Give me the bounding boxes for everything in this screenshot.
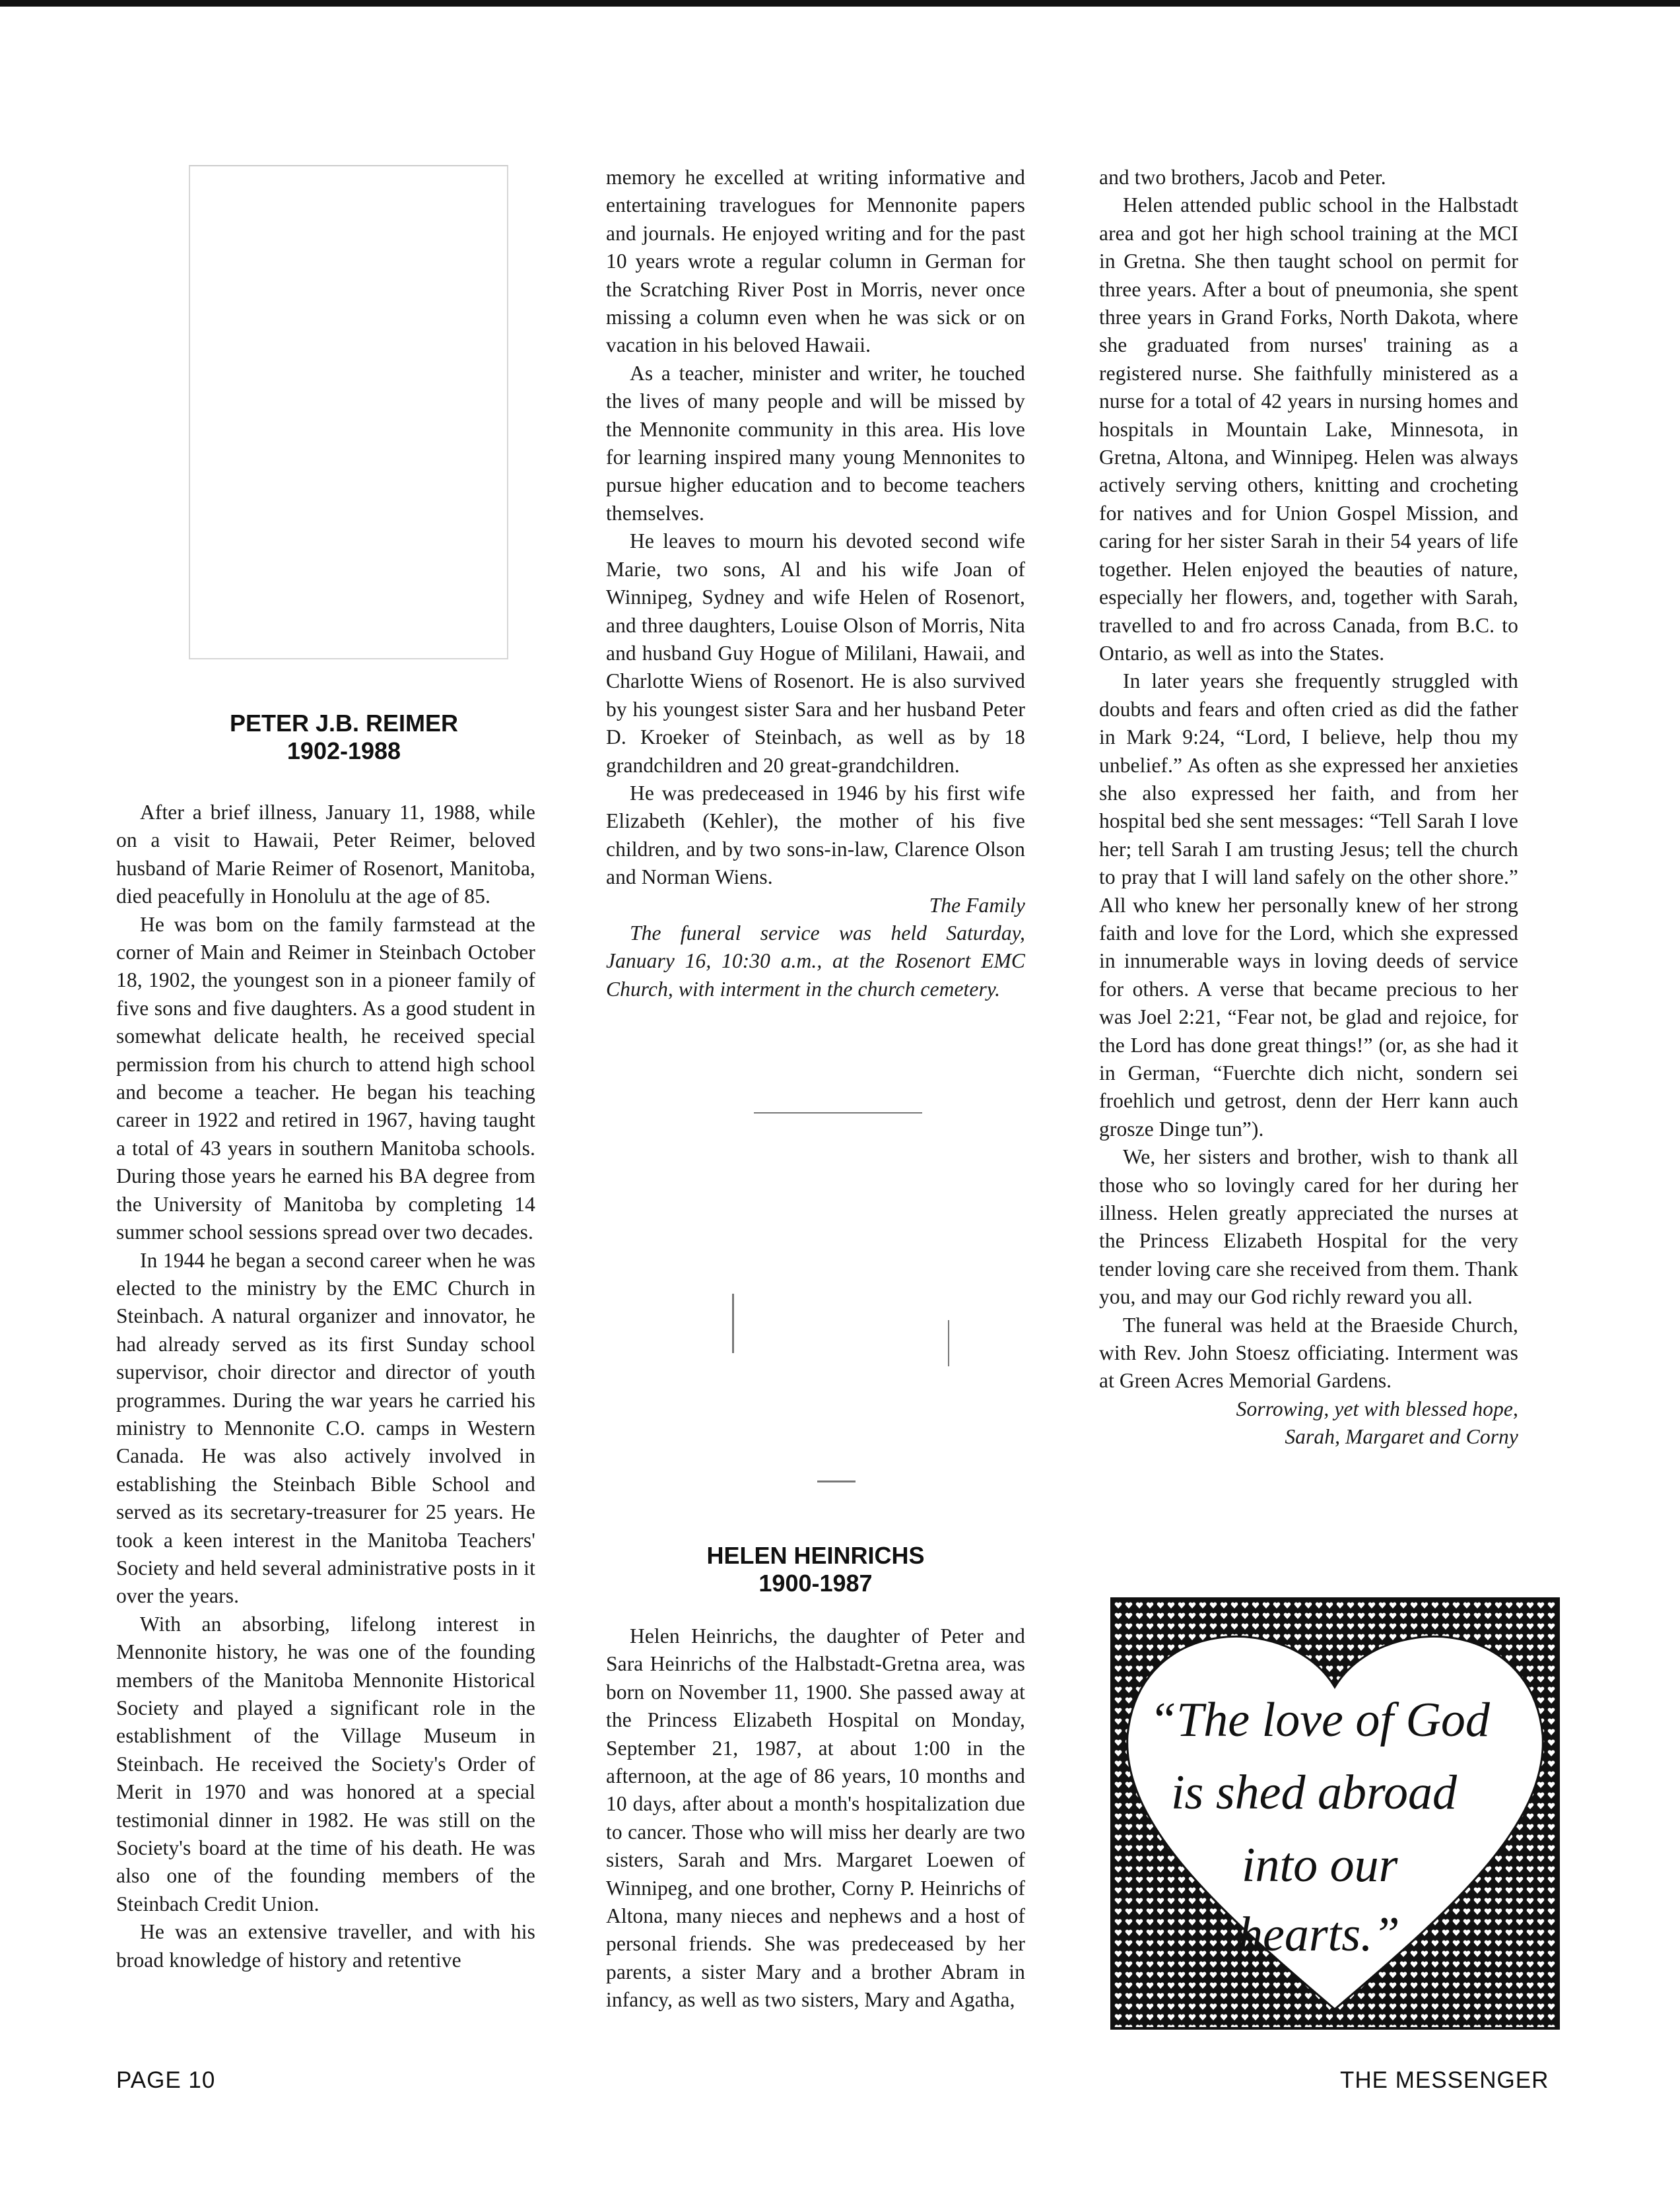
obituary-heading-reimer [116, 710, 572, 765]
paragraph: As a teacher, minister and writer, he touched the lives of many people and will be missed by the Mennonite community in this area. His love for learning inspired many young Mennonites to pursue higher education and to become teachers themselves. [606, 361, 1025, 525]
verse-line: hearts.” [1238, 1908, 1400, 1962]
column-2-upper-text [606, 164, 1025, 1003]
paragraph: memory he excelled at writing informative and entertaining travelogues for Mennonite papers and journals. He enjoyed writing and for the past 10 years wrote a regular column in German for the Scratching River Post in Morris, never once missing a column even when he was sick or on vacation in his beloved Hawaii. [606, 166, 1025, 357]
paragraph: He was predeceased in 1946 by his first wife Elizabeth (Kehler), the mother of his five children, and by two sons-in-law, Clarence Olson and Norman Wiens. [606, 781, 1025, 889]
closing-line: Sorrowing, yet with blessed hope, [1236, 1397, 1518, 1420]
column-1-text [116, 799, 535, 1974]
column-3-text [1099, 164, 1518, 1451]
paragraph: He was bom on the family farmstead at the corner of Main and Reimer in Steinbach October 18, 1902, the youngest son in a pioneer family of five sons and five daughters. As a good student in somewhat delicate health, he received special permission from his church to attend high school and become a teacher. He began his teaching career in 1922 and retired in 1967, having taught a total of 43 years in southern Manitoba schools. During those years he earned his BA degree from the University of Manitoba by completing 14 summer school sessions spread over two decades. [116, 912, 535, 1244]
paragraph: and two brothers, Jacob and Peter. [1099, 166, 1386, 189]
verse-line: into our [1242, 1838, 1398, 1892]
closing-signature: Sarah, Margaret and Corny [1285, 1425, 1518, 1449]
obituary-years: 1900-1987 [758, 1570, 873, 1597]
photo-placeholder-mark [754, 1112, 922, 1114]
photo-placeholder [189, 165, 508, 659]
signature: The Family [929, 893, 1025, 917]
obituary-years: 1902-1988 [286, 737, 401, 764]
paragraph: Helen attended public school in the Halbstadt area and got her high school training at the MCI in Gretna. She then taught school on permit for three years. After a bout of pneumonia, she spent three years in Grand Forks, North Dakota, where she graduated from nurses' training as a registered nurse. She faithfully ministered as a nurse for a total of 42 years in nursing homes and hospitals in Mountain Lake, Minnesota, in Gretna, Altona, and Winnipeg. Helen was always actively serving others, knitting and crocheting for natives and for Union Gospel Mission, and caring for her sister Sarah in their 54 years of life together. Helen enjoyed the beauties of nature, especially her flowers, and, together with Sarah, travelled to and fro across Canada, from B.C. to Ontario, as well as into the States. [1099, 193, 1518, 665]
top-border-rule [0, 0, 1680, 7]
obituary-name: PETER J.B. REIMER [229, 710, 459, 737]
page-number: PAGE 10 [116, 2067, 216, 2093]
funeral-note: The funeral service was held Saturday, January 16, 10:30 a.m., at the Rosenort EMC Church, with interment in the church cemetery. [606, 921, 1025, 1001]
paragraph: He was an extensive traveller, and with his broad knowledge of history and retentive [116, 1920, 535, 1972]
paragraph: Helen Heinrichs, the daughter of Peter and Sara Heinrichs of the Halbstadt-Gretna area, was born on November 11, 1900. She passed away at the Princess Elizabeth Hospital on Monday, September 21, 1987, at about 1:00 in the afternoon, at the age of 86 years, 10 months and 10 days, after about a month's hospitalization due to cancer. Those who will miss her dearly are two sisters, Sarah and Mrs. Margaret Loewen of Winnipeg, and one brother, Corny P. Heinrichs of Altona, many nieces and nephews and a host of personal friends. She was predeceased by her parents, a sister Mary and a brother Abram in infancy, as well as two sisters, Mary and Agatha, [606, 1624, 1025, 2012]
paragraph: With an absorbing, lifelong interest in Mennonite history, he was one of the founding members of the Manitoba Mennonite Historical Society and played a significant role in the establishment of the Village Museum in Steinbach. He received the Society's Order of Merit in 1970 and was honored at a special testimonial dinner in 1982. He was still on the Society's board at the time of his death. He was also one of the founding members of the Steinbach Credit Union. [116, 1612, 535, 1915]
obituary-heading-heinrichs [606, 1542, 1025, 1597]
paragraph: We, her sisters and brother, wish to thank all those who so lovingly cared for her during her illness. Helen greatly appreciated the nurses at the Princess Elizabeth Hospital for the very tender loving care she received from them. Thank you, and may our God richly reward you all. [1099, 1145, 1518, 1309]
obituary-name: HELEN HEINRICHS [706, 1542, 925, 1569]
photo-placeholder-mark [948, 1320, 949, 1366]
photo-placeholder-mark [817, 1481, 856, 1482]
paragraph: After a brief illness, January 11, 1988, while on a visit to Hawaii, Peter Reimer, beloved husband of Marie Reimer of Rosenort, Manitoba, died peacefully in Honolulu at the age of 85. [116, 801, 535, 908]
verse-line: “The love of God [1149, 1693, 1490, 1747]
paragraph: He leaves to mourn his devoted second wife Marie, two sons, Al and his wife Joan of Winnipeg, Sydney and wife Helen of Rosenort, and three daughters, Louise Olson of Morris, Nita and husband Guy Hogue of Mililani, Hawaii, and Charlotte Wiens of Rosenort. He is also survived by his youngest sister Sara and her husband Peter D. Kroeker of Steinbach, as well as by 18 grandchildren and 20 great-grandchildren. [606, 529, 1025, 777]
heart-verse-illustration [1110, 1597, 1560, 2030]
column-2-lower-text [606, 1622, 1025, 2014]
paragraph: The funeral was held at the Braeside Church, with Rev. John Stoesz officiating. Interment was at Green Acres Memorial Gardens. [1099, 1313, 1518, 1393]
paragraph: In later years she frequently struggled with doubts and fears and often cried as did the father in Mark 9:24, “Lord, I believe, help thou my unbelief.” As often as she expressed her anxieties she also expressed her faith, and from her hospital bed she sent messages: “Tell Sarah I love her; tell Sarah I am trusting Jesus; tell the church to pray that I will land safely on the other shore.” All who knew her personally knew of her strong faith and love for the Lord, which she expressed in innumerable ways in loving deeds of service for others. A verse that became precious to her was Joel 2:21, “Fear not, be glad and rejoice, for the Lord has done great things!” (or, as she had it in German, “Fuerchte dich nicht, sondern sei froehlich und getrost, denn der Herr kann auch grosze Dinge tun”). [1099, 669, 1518, 1141]
publication-name: THE MESSENGER [1340, 2067, 1549, 2093]
photo-placeholder-mark [732, 1294, 734, 1353]
paragraph: In 1944 he began a second career when he was elected to the ministry by the EMC Church in Steinbach. A natural organizer and innovator, he had already served as its first Sunday school supervisor, choir director and director of youth programmes. During the war years he carried his ministry to Mennonite C.O. camps in Western Canada. He was also actively involved in establishing the Steinbach Bible School and served as its secretary-treasurer for 25 years. He took a keen interest in the Manitoba Teachers' Society and held several administrative posts in it over the years. [116, 1248, 535, 1608]
verse-line: is shed abroad [1171, 1766, 1458, 1820]
